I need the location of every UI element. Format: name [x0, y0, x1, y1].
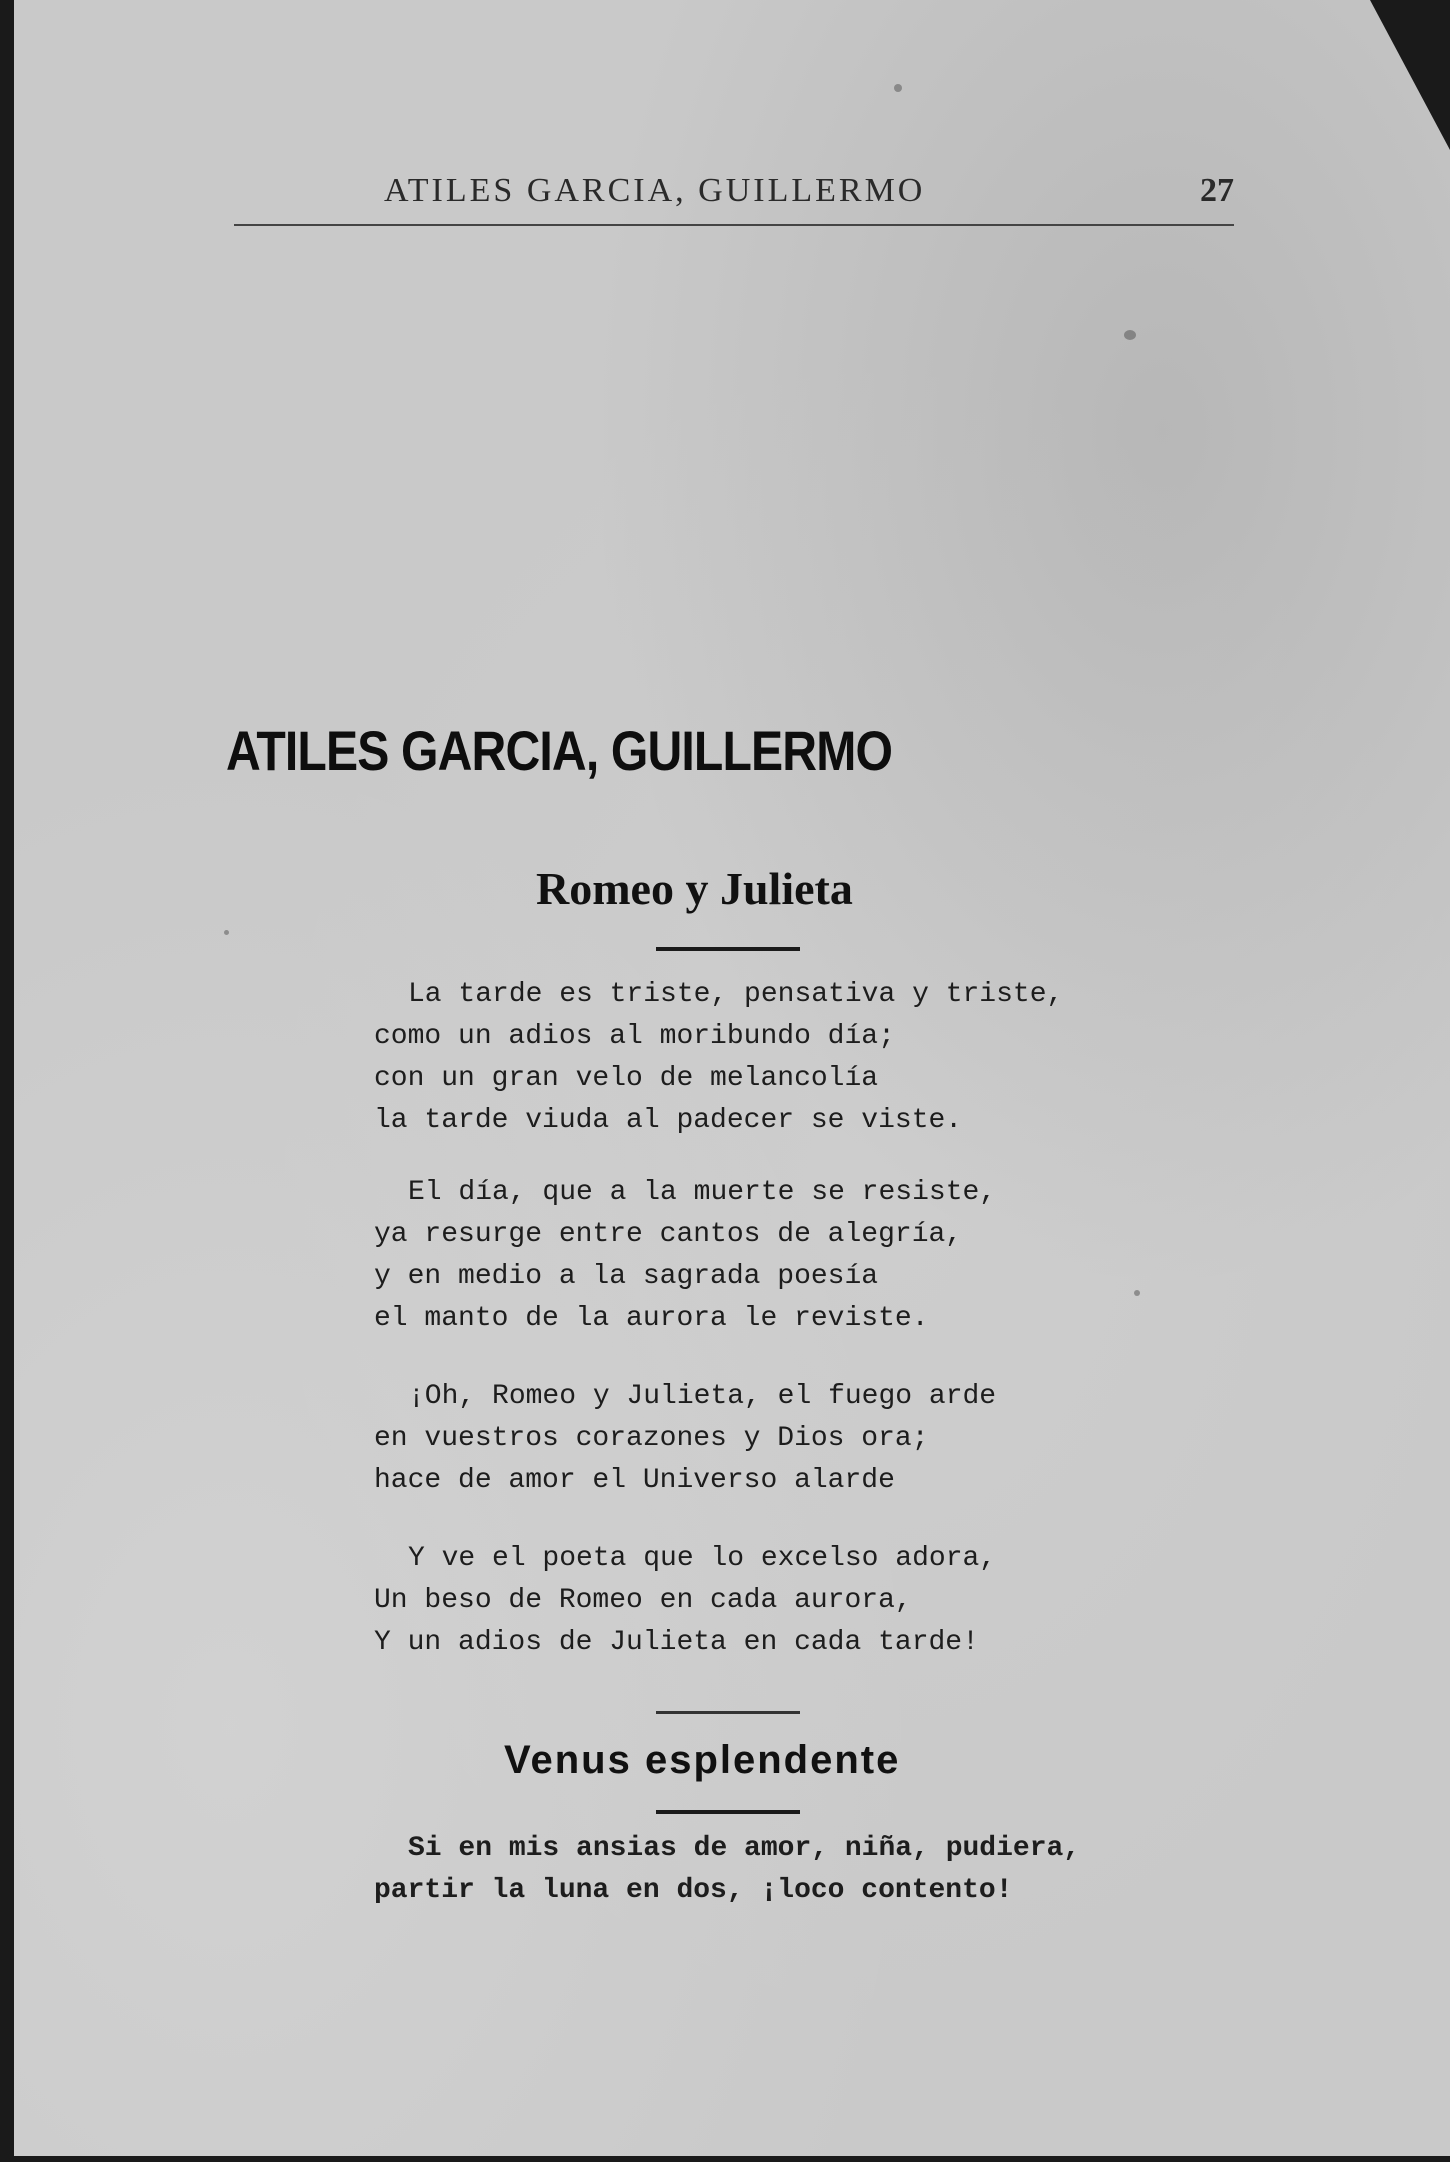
verse-line: Y un adios de Julieta en cada tarde! [374, 1627, 979, 1658]
verse-line: la tarde viuda al padecer se viste. [374, 1105, 963, 1136]
poem-title-romeo-y-julieta: Romeo y Julieta [536, 863, 853, 914]
verse-line: Y ve el poeta que lo excelso adora, [408, 1543, 997, 1574]
verse-line: como un adios al moribundo día; [374, 1021, 895, 1052]
running-header [234, 168, 1234, 226]
verse-line: ya resurge entre cantos de alegría, [374, 1219, 963, 1250]
verse-line: con un gran velo de melancolía [374, 1063, 879, 1094]
paper-speck [224, 930, 229, 935]
running-title: ATILES GARCIA, GUILLERMO [384, 172, 926, 209]
poem1-stanza-3 [374, 1376, 996, 1502]
verse-line: partir la luna en dos, ¡loco contento! [374, 1875, 1013, 1906]
paper-speck [894, 84, 902, 92]
verse-line: y en medio a la sagrada poesía [374, 1261, 879, 1292]
divider-rule [656, 947, 800, 951]
verse-line: en vuestros corazones y Dios ora; [374, 1423, 929, 1454]
author-heading: ATILES GARCIA, GUILLERMO [226, 719, 893, 782]
torn-corner [1370, 0, 1450, 150]
verse-line: Un beso de Romeo en cada aurora, [374, 1585, 912, 1616]
divider-rule [656, 1711, 800, 1714]
poem2-stanza-1 [374, 1828, 1080, 1912]
verse-line: Si en mis ansias de amor, niña, pudiera, [408, 1833, 1081, 1864]
poem-title-venus-esplendente: Venus esplendente [504, 1738, 901, 1782]
verse-line: hace de amor el Universo alarde [374, 1465, 895, 1496]
paper-speck [1124, 330, 1136, 340]
verse-line: La tarde es triste, pensativa y triste, [408, 979, 1064, 1010]
divider-rule [656, 1810, 800, 1814]
verse-line: el manto de la aurora le reviste. [374, 1303, 929, 1334]
book-page [14, 0, 1450, 2156]
poem1-stanza-2 [374, 1172, 996, 1340]
paper-speck [1134, 1290, 1140, 1296]
page-number: 27 [1200, 172, 1234, 209]
verse-line: ¡Oh, Romeo y Julieta, el fuego arde [408, 1381, 997, 1412]
poem1-stanza-1 [374, 974, 1063, 1142]
verse-line: El día, que a la muerte se resiste, [408, 1177, 997, 1208]
poem1-stanza-4 [374, 1538, 996, 1664]
